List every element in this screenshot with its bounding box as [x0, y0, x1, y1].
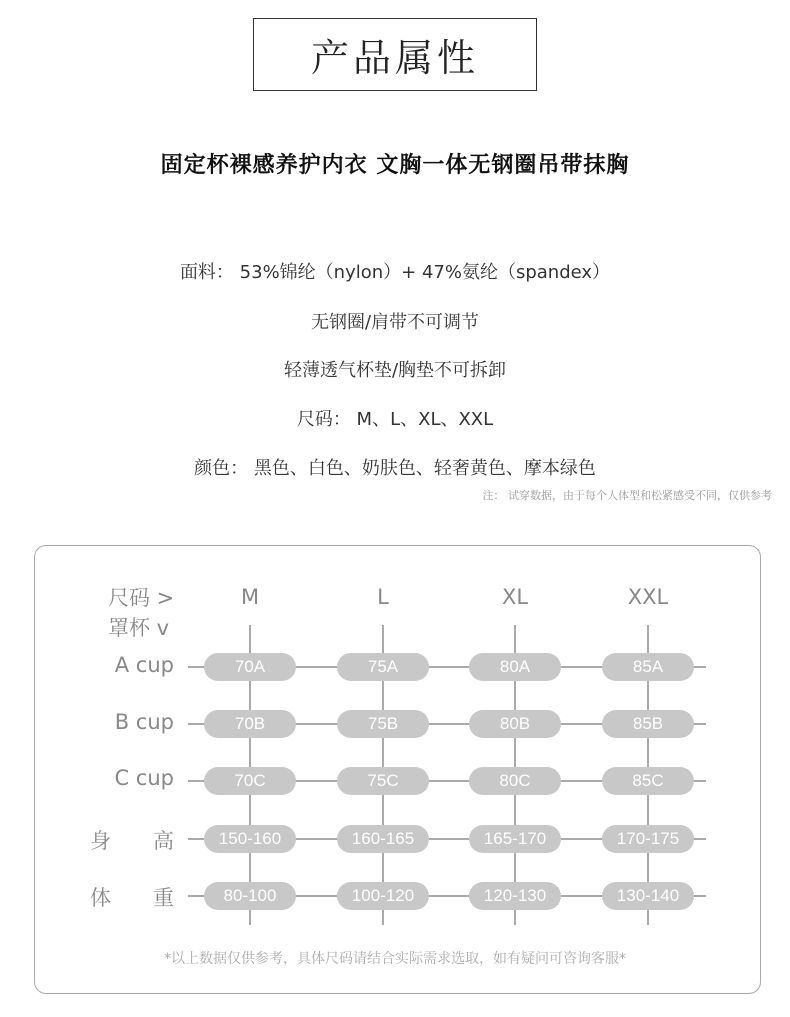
cell-c-l: 75C [337, 767, 429, 795]
row-label-a-cup: A cup [114, 653, 174, 677]
row-label-weight: 体 重 [90, 886, 174, 910]
col-header-l: L [377, 585, 389, 609]
cell-b-xl: 80B [469, 710, 561, 738]
attr-fabric: 面料： 53%锦纶（nylon）+ 47%氨纶（spandex） [179, 262, 611, 283]
row-label-c-cup: C cup [114, 766, 174, 790]
cell-b-xxl: 85B [602, 710, 694, 738]
col-header-m: M [240, 585, 260, 609]
cell-b-m: 70B [204, 710, 296, 738]
col-header-xxl: XXL [627, 585, 669, 609]
row-label-height: 身 高 [90, 829, 174, 853]
cell-c-xxl: 85C [602, 767, 694, 795]
cell-a-m: 70A [204, 653, 296, 681]
corner-size-label: 尺码 > [108, 586, 175, 610]
col-header-xl: XL [501, 585, 529, 609]
fit-note: 注： 试穿数据，由于每个人体型和松紧感受不同，仅供参考 [482, 489, 772, 502]
cell-height-m: 150-160 [204, 825, 296, 853]
attr-wire: 无钢圈/肩带不可调节 [310, 312, 480, 333]
cell-height-xxl: 170-175 [602, 825, 694, 853]
product-name: 固定杯裸感养护内衣 文胸一体无钢圈吊带抹胸 [160, 153, 630, 178]
cell-b-l: 75B [337, 710, 429, 738]
cell-height-xl: 165-170 [469, 825, 561, 853]
row-label-b-cup: B cup [114, 710, 174, 734]
attr-sizes: 尺码： M、L、XL、XXL [296, 409, 494, 430]
cell-weight-l: 100-120 [337, 882, 429, 910]
cell-a-l: 75A [337, 653, 429, 681]
cell-weight-m: 80-100 [204, 882, 296, 910]
cell-height-l: 160-165 [337, 825, 429, 853]
cell-a-xl: 80A [469, 653, 561, 681]
page-title-box [253, 18, 537, 91]
attr-pad: 轻薄透气杯垫/胸垫不可拆卸 [283, 360, 507, 381]
cell-weight-xxl: 130-140 [602, 882, 694, 910]
cell-weight-xl: 120-130 [469, 882, 561, 910]
cell-a-xxl: 85A [602, 653, 694, 681]
cell-c-xl: 80C [469, 767, 561, 795]
cell-c-m: 70C [204, 767, 296, 795]
attr-colors: 颜色： 黑色、白色、奶肤色、轻奢黄色、摩本绿色 [194, 458, 596, 479]
page-title: 产品属性 [310, 36, 479, 80]
size-chart-footer: *以上数据仅供参考，具体尺码请结合实际需求选取，如有疑问可咨询客服* [164, 951, 626, 967]
corner-cup-label: 罩杯 v [108, 616, 170, 640]
